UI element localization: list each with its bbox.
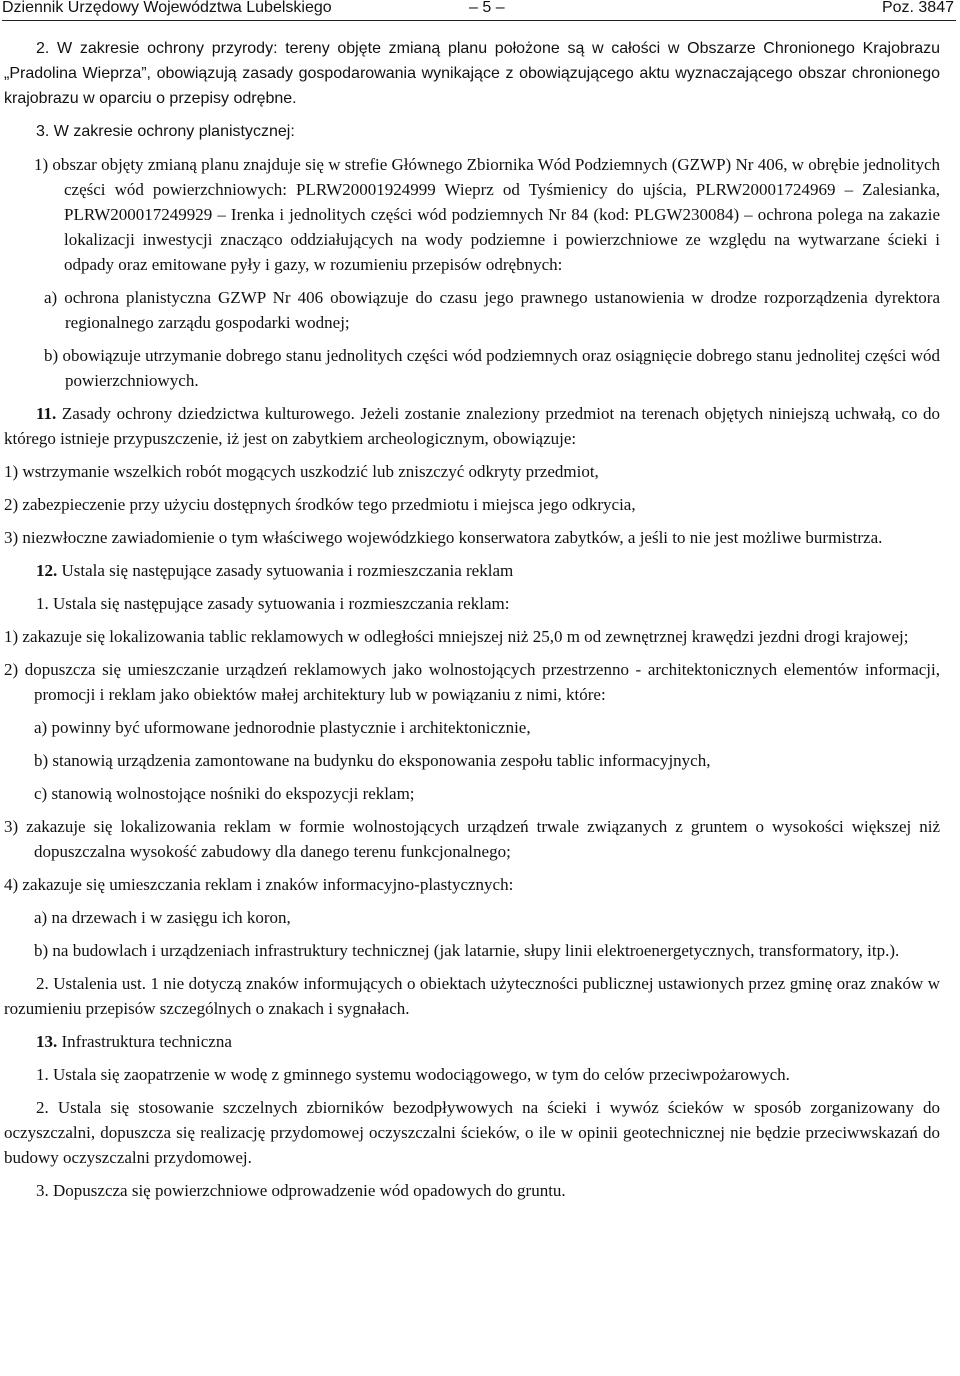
paragraph-3-item-1: 1) obszar objęty zmianą planu znajduje się w strefie Głównego Zbiornika Wód Podziemnych (GZWP) Nr 406, w obrębie jednolitych części wód powierzchniowych: PLRW20001924999 Wieprz od Tyśmienicy do ujścia, PLRW20001724969 – Zalesianka, PLRW200017249929 – Irenka i jednolitych części wód podziemnych Nr 84 (kod: PLGW230084) – ochrona polega na zakazie lokalizacji inwestycji znacząco oddziałujących na wody podziemne i powierzchniowe ze względu na wytwarzane ścieki i odpady oraz emitowane pyły i gazy, w rozumieniu przepisów odrębnych: — [34, 155, 940, 274]
section-13-paragraph-1: 1. Ustala się zaopatrzenie w wodę z gminnego systemu wodociągowego, w tym do celów przeciwpożarowych. — [36, 1065, 790, 1084]
paragraph-3: 3. W zakresie ochrony planistycznej: — [36, 123, 295, 140]
section-12-text: Ustala się następujące zasady sytuowania i rozmieszczania reklam — [57, 561, 514, 580]
section-12-paragraph-2: 2. Ustalenia ust. 1 nie dotyczą znaków informujących o obiektach użyteczności publicznej ustawionych przez gminę oraz znaków w rozumieniu przepisów szczególnych o znakach i sygnałach. — [4, 974, 940, 1018]
section-12-item-2-b: b) stanowią urządzenia zamontowane na budynku do eksponowania zespołu tablic informacyjnych, — [34, 751, 711, 770]
section-11-text: Zasady ochrony dziedzictwa kulturowego. Jeżeli zostanie znaleziony przedmiot na terenach objętych niniejszą uchwałą, co do którego istnieje przypuszczenie, iż jest on zabytkiem archeologicznym, obowiązuje: — [4, 404, 940, 448]
section-12 — [4, 558, 940, 583]
section-12-item-2: 2) dopuszcza się umieszczanie urządzeń reklamowych jako wolnostojących przestrzenno - architektonicznych elementów informacji, promocji i reklam jako obiektów małej architektury lub w powiązaniu z nimi, które: — [4, 660, 940, 704]
section-11-item-1: 1) wstrzymanie wszelkich robót mogących uszkodzić lub zniszczyć odkryty przedmiot, — [4, 462, 599, 481]
section-11-item-3: 3) niezwłoczne zawiadomienie o tym właściwego wojewódzkiego konserwatora zabytków, a jeśli to nie jest możliwe burmistrza. — [4, 528, 883, 547]
section-12-item-2-a: a) powinny być uformowane jednorodnie plastycznie i architektonicznie, — [34, 718, 531, 737]
journal-title: Dziennik Urzędowy Województwa Lubelskiego — [2, 0, 332, 16]
paragraph-3-item-1-a: a) ochrona planistyczna GZWP Nr 406 obowiązuje do czasu jego prawnego ustanowienia w drodze rozporządzenia dyrektora regionalnego zarządu gospodarki wodnej; — [44, 288, 940, 332]
document-body — [4, 36, 940, 1203]
section-11-number: 11. — [36, 404, 57, 423]
section-12-item-3: 3) zakazuje się lokalizowania reklam w formie wolnostojących urządzeń trwale związanych z gruntem o wysokości większej niż dopuszczalna wysokość zabudowy dla danego terenu funkcjonalnego; — [4, 817, 940, 861]
paragraph-2: 2. W zakresie ochrony przyrody: tereny objęte zmianą planu położone są w całości w Obszarze Chronionego Krajobrazu „Pradolina Wieprza”, obowiązują zasady gospodarowania wynikające z obowiązującego aktu wyznaczającego obszar chronionego krajobrazu w oparciu o przepisy odrębne. — [4, 40, 940, 107]
section-12-paragraph-1: 1. Ustala się następujące zasady sytuowania i rozmieszczania reklam: — [36, 594, 510, 613]
page-header — [2, 0, 956, 21]
section-11 — [4, 401, 940, 451]
section-13-paragraph-3: 3. Dopuszcza się powierzchniowe odprowadzenie wód opadowych do gruntu. — [36, 1181, 566, 1200]
section-12-item-4-a: a) na drzewach i w zasięgu ich koron, — [34, 908, 291, 927]
position-number: Poz. 3847 — [881, 0, 954, 16]
section-12-item-4-b: b) na budowlach i urządzeniach infrastruktury technicznej (jak latarnie, słupy linii elektroenergetycznych, transformatory, itp.). — [34, 941, 900, 960]
page-number: – 5 – — [469, 0, 505, 16]
section-12-item-2-c: c) stanowią wolnostojące nośniki do ekspozycji reklam; — [34, 784, 415, 803]
section-11-item-2: 2) zabezpieczenie przy użyciu dostępnych środków tego przedmiotu i miejsca jego odkrycia, — [4, 495, 636, 514]
paragraph-3-item-1-b: b) obowiązuje utrzymanie dobrego stanu jednolitych części wód podziemnych oraz osiągnięcie dobrego stanu jednolitej części wód powierzchniowych. — [44, 346, 940, 390]
section-12-item-1: 1) zakazuje się lokalizowania tablic reklamowych w odległości mniejszej niż 25,0 m od zewnętrznej krawędzi jezdni drogi krajowej; — [4, 627, 909, 646]
section-13-number: 13. — [36, 1032, 58, 1051]
section-13-paragraph-2: 2. Ustala się stosowanie szczelnych zbiorników bezodpływowych na ścieki i wywóz ścieków w sposób zorganizowany do oczyszczalni, dopuszcza się realizację przydomowej oczyszczalni ścieków, o ile w opinii geotechnicznej nie będzie przeciwwskazań do budowy oczyszczalni przydomowej. — [4, 1098, 940, 1167]
section-13 — [4, 1029, 940, 1054]
section-12-number: 12. — [36, 561, 58, 580]
section-13-text: Infrastruktura techniczna — [57, 1032, 232, 1051]
section-12-item-4: 4) zakazuje się umieszczania reklam i znaków informacyjno-plastycznych: — [4, 875, 514, 894]
